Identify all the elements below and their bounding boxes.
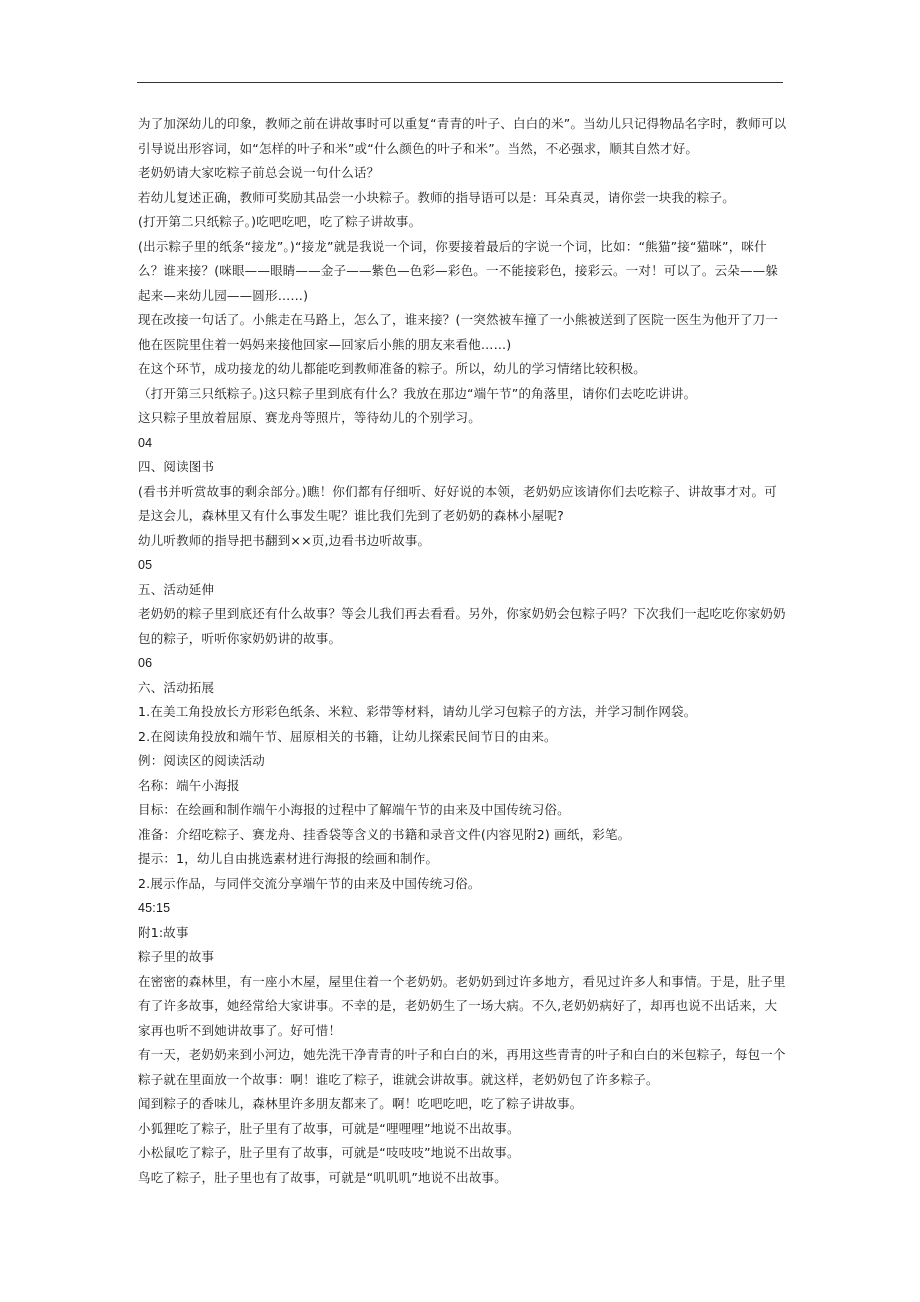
paragraph: （打开第三只纸粽子。)这只粽子里到底有什么？我放在那边“端午节”的角落里，请你们去吃吃讲讲。 [138,385,697,401]
paragraph: 现在改接一句话了。小熊走在马路上，怎么了，谁来接？(一突然被车撞了一小熊被送到了医院一医生为他开了刀一他在医院里住着一妈妈来接他回家—回家后小熊的朋友来看他……) [138,312,779,352]
story-title: 粽子里的故事 [138,949,215,964]
paragraph: 例：阅读区的阅读活动 [138,753,266,768]
section-heading: 四、阅读图书 [138,459,215,474]
section-number: 04 [138,435,153,450]
section-number: 05 [138,558,153,572]
paragraph: (看书并听赏故事的剩余部分。)瞧！你们都有仔细听、好好说的本领，老奶奶应该请你们去吃粽子、讲故事才对。可是这会儿，森林里又有什么事发生呢？谁比我们先到了老奶奶的森林小屋呢? [138,483,777,523]
paragraph: 准备：介绍吃粽子、赛龙舟、挂香袋等含义的书籍和录音文件(内容见附2) 画纸，彩笔。 [138,826,631,842]
appendix-heading: 附1:故事 [138,924,189,940]
paragraph: 2.在阅读角投放和端午节、屈原相关的书籍，让幼儿探索民间节日的由来。 [138,728,557,744]
paragraph: 有一天，老奶奶来到小河边，她先洗干净青青的叶子和白白的米，再用这些青青的叶子和白白的米包粽子，每包一个粽子就在里面放一个故事：啊！谁吃了粽子，谁就会讲故事。就这样，老奶奶包了许多粽子。 [138,1047,786,1087]
paragraph: 为了加深幼儿的印象，教师之前在讲故事时可以重复“青青的叶子、白白的米”。当幼儿只记得物品名字时，教师可以引导说出形容词，如“怎样的叶子和米”或“什么颜色的叶子和米”。当然，不必强求，顺其自然才好。 [138,116,787,156]
paragraph: 1.在美工角投放长方形彩色纸条、米粒、彩带等材料，请幼儿学习包粽子的方法，并学习制作网袋。 [138,704,697,719]
paragraph: 小狐狸吃了粽子，肚子里有了故事，可就是“哩哩哩”地说不出故事。 [138,1120,520,1136]
paragraph: 老奶奶请大家吃粽子前总会说一句什么话？ [138,165,380,180]
header-rule [137,82,783,83]
paragraph: 目标：在绘画和制作端午小海报的过程中了解端午节的由来及中国传统习俗。 [138,802,570,817]
section-heading: 五、活动延伸 [138,581,215,597]
paragraph: (打开第二只纸粽子。)吃吧吃吧，吃了粽子讲故事。 [138,214,422,229]
paragraph: 幼儿听教师的指导把书翻到××页,边看书边听故事。 [138,532,431,548]
paragraph: 若幼儿复述正确，教师可奖励其品尝一小块粽子。教师的指导语可以是：耳朵真灵，请你尝一块我的粽子。 [138,189,735,205]
paragraph: (出示粽子里的纸条“接龙”。)“接龙”就是我说一个词，你要接着最后的字说一个词，比如：“熊猫”接“猫咪”，咪什么？谁来接？(咪眼——眼睛——金子——紫色—色彩—彩色。一不能接彩色，接彩云。一对！可以了。云朵——躲起来—来幼儿园——圆形……) [138,238,779,303]
paragraph: 在密密的森林里，有一座小木屋，屋里住着一个老奶奶。老奶奶到过许多地方，看见过许多人和事情。于是，肚子里有了许多故事，她经常给大家讲事。不幸的是，老奶奶生了一场大病。不久,老奶奶病好了，却再也说不出话来，大家再也听不到她讲故事了。好可惜！ [138,973,786,1038]
paragraph: 这只粽子里放着屈原、赛龙舟等照片，等待幼儿的个别学习。 [138,410,481,425]
paragraph: 在这个环节，成功接龙的幼儿都能吃到教师准备的粽子。所以，幼儿的学习情绪比较积极。 [138,361,647,376]
section-heading: 六、活动拓展 [138,679,215,695]
paragraph: 闻到粽子的香味儿，森林里许多朋友都来了。啊！吃吧吃吧，吃了粽子讲故事。 [138,1096,583,1111]
timestamp-text: 45:15 [138,901,171,915]
paragraph: 小松鼠吃了粽子，肚子里有了故事，可就是“吱吱吱”地说不出故事。 [138,1145,520,1160]
paragraph: 老奶奶的粽子里到底还有什么故事？等会儿我们再去看看。另外，你家奶奶会包粽子吗？下次我们一起吃吃你家奶奶包的粽子，听听你家奶奶讲的故事。 [138,606,786,646]
paragraph: 鸟吃了粽子，肚子里也有了故事，可就是“叽叽叽”地说不出故事。 [138,1169,507,1185]
document-body [138,112,788,1190]
paragraph: 2.展示作品，与同伴交流分享端午节的由来及中国传统习俗。 [138,875,481,891]
section-number: 06 [138,656,153,670]
paragraph: 名称：端午小海报 [138,777,240,793]
paragraph: 提示：1，幼儿自由挑选素材进行海报的绘画和制作。 [138,851,439,866]
